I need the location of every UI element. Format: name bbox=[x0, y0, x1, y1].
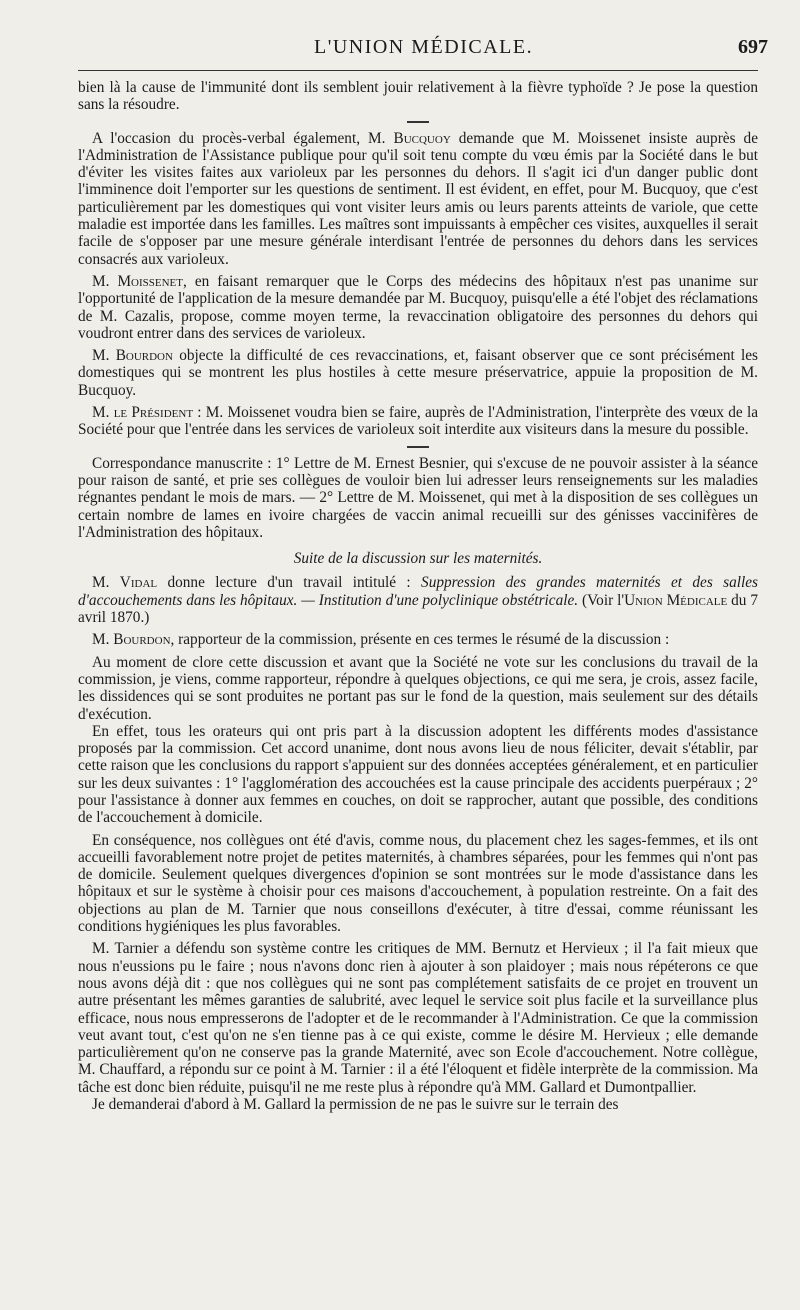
italic-title: Suppression des grandes maternités et des salles d'accouchements dans les hôpitaux. — Institution d'une polyclinique obstétricale. bbox=[78, 574, 759, 609]
paragraph bbox=[78, 940, 758, 1096]
body-text bbox=[78, 79, 758, 1113]
text-run: Je demanderai d'abord à M. Gallard la permission de ne pas le suivre sur le terrain des bbox=[92, 1096, 619, 1114]
text-run: M. Tarnier a défendu son système contre les critiques de MM. Bernutz et Hervieux ; il l'a fait mieux que nous n'eussions pu le faire ; nous n'avons donc rien à ajouter à son plaidoyer ; mais nous répéterons ce que nous avons déjà dit : que nos collègues qui ne sont pas complétement satisfaits de ce projet en trouvent un autre présentant les mêmes garanties de salubrité, avec lequel le service soit plus facile et la surveillance plus efficace, nous nous empresserons de l'adopter et de le recommander à l'Administration. Ce que la commission veut avant tout, c'est qu'on ne s'en tienne pas à ce qui existe, comme le désire M. Hervieux ; elle demande particulièrement qu'on ne conserve pas la grande Maternité, avec son Ecole d'accouchement. Notre collègue, M. Chauffard, a répondu sur ce point à M. Tarnier : il a été l'éloquent et fidèle interprète de la commission. Ma tâche est donc bien réduite, puisqu'il ne me reste plus à répondre qu'à MM. Gallard et Dumontpallier. bbox=[78, 940, 758, 1096]
text-run: M. bbox=[92, 574, 120, 592]
separator-dash bbox=[407, 446, 429, 448]
text-run: (Voir l' bbox=[578, 591, 625, 609]
text-run: En effet, tous les orateurs qui ont pris part à la discussion adoptent les différents modes d'assistance proposés par la commission. Cet accord unanime, dont nous avons lieu de nous féliciter, devait s'établir, par cette raison que les conclusions du rapport s'appuient sur des données acceptées généralement, et en particulier sur les deux suivantes : 1° l'agglomération des accouchées est la cause principale des accidents puerpéraux ; 2° pour l'assistance à donner aux femmes en couches, on doit se rapprocher, autant que possible, des conditions de l'accouchement à domicile. bbox=[78, 722, 758, 827]
text-run: Au moment de clore cette discussion et avant que la Société ne vote sur les conclusions du travail de la commission, je viens, comme rapporteur, répondre à quelques objections, ce qui me sera, je crois, assez facile, les dissidences qui se sont produites ne portant pas sur le fond de la question, mais seulement sur des détails d'exécution. bbox=[78, 653, 758, 723]
small-caps-name: le Président bbox=[113, 404, 194, 422]
text-run: En conséquence, nos collègues ont été d'avis, comme nous, du placement chez les sages-femmes, et ils ont accueilli favorablement notre projet de petites maternités, à chambres séparées, pour les femmes qui n'ont pas de domicile. Seulement quelques divergences d'opinion se sont montrées sur le mode d'assistance dans les hôpitaux et sur le système à choisir pour ces maisons d'accouchement, à population restreinte. On a fait des objections au plan de M. Tarnier que nous conseillons d'exécuter, à titre d'essai, comme réunissant les conditions hygiéniques les plus favorables. bbox=[78, 831, 758, 936]
text-run: M. bbox=[92, 631, 114, 649]
page-header bbox=[78, 34, 768, 70]
paragraph bbox=[78, 1096, 758, 1113]
text-run: , rapporteur de la commission, présente en ces termes le résumé de la discussion : bbox=[170, 631, 670, 649]
text-run: : M. Moissenet voudra bien se faire, auprès de l'Administration, l'interprète des vœux de la Société pour que l'entrée dans les services de varioleux soit interdite aux visiteurs dans la mesure du possible. bbox=[78, 404, 759, 439]
text-run: objecte la difficulté de ces revaccinations, et, faisant observer que ce sont précisément les domestiques qui se montrent les plus hostiles à cette mesure préservatrice, appuie la proposition de M. Bucquoy. bbox=[78, 347, 758, 399]
text-run: du 7 avril 1870.) bbox=[78, 591, 758, 627]
paragraph bbox=[78, 347, 758, 399]
small-caps-name: Bourdon bbox=[115, 347, 173, 365]
text-run: donne lecture d'un travail intitulé : bbox=[157, 574, 422, 592]
small-caps-name: Bucquoy bbox=[393, 129, 451, 147]
text-run: Correspondance manuscrite : 1° Lettre de M. Ernest Besnier, qui s'excuse de ne pouvoir assister à la séance pour raison de santé, et prie ses collègues de vouloir bien lui adresser leurs renseignements sur les maladies régnantes pendant le mois de mars. — 2° Lettre de M. Moissenet, qui met à la disposition de ses collègues un certain nombre de lames en ivoire chargées de vaccin animal recueilli sur des génisses vaccinifères de l'Administration des hôpitaux. bbox=[78, 454, 758, 541]
paragraph bbox=[78, 273, 758, 342]
text-run: demande que M. Moissenet insiste auprès de l'Administration de l'Assistance publique pour qu'il soit tenu compte du vœu émis par la Société dans le but d'éviter les visites faites aux varioleux par les personnes du dehors. Il s'agit ici d'un danger public dont l'imminence doit l'emporter sur les questions de sentiment. Il est évident, en effet, pour M. Bucquoy, que c'est particulièrement par les domestiques qui vont visiter leurs amis ou leurs parents atteints de variole, que cette maladie est importée dans les familles. Les maîtres sont impuissants à empêcher ces visites, auxquelles il serait facile de s'opposer par une mesure générale interdisant l'entrée de personnes du dehors dans les services consacrés aux varioleux. bbox=[78, 129, 758, 268]
paragraph bbox=[78, 130, 758, 268]
small-caps-name: Union Médicale bbox=[624, 591, 728, 609]
text-run: bien là la cause de l'immunité dont ils semblent jouir relativement à la fièvre typhoïde ? Je pose la question sans la résoudre. bbox=[78, 79, 758, 114]
small-caps-name: Bourdon bbox=[113, 631, 171, 649]
paragraph bbox=[78, 79, 758, 114]
text-run: M. bbox=[92, 347, 116, 365]
small-caps-name: Moissenet bbox=[117, 272, 183, 290]
text-run: M. bbox=[92, 404, 114, 422]
text-run: M. bbox=[92, 272, 118, 290]
text-run: Suite de la discussion sur les maternités. bbox=[293, 550, 543, 568]
text-run: A l'occasion du procès-verbal également, M. bbox=[92, 129, 394, 147]
paragraph bbox=[78, 404, 758, 439]
paragraph bbox=[78, 832, 758, 936]
paragraph bbox=[78, 723, 758, 827]
paragraph bbox=[78, 631, 758, 648]
small-caps-name: Vidal bbox=[119, 574, 158, 592]
paragraph bbox=[78, 654, 758, 723]
text-run: , en faisant remarquer que le Corps des médecins des hôpitaux n'est pas unanime sur l'opportunité de l'application de la mesure demandée par M. Bucquoy, puisqu'elle a été l'objet des réclamations de M. Cazalis, propose, comme moyen terme, la revaccination obligatoire des personnes du dehors qui voudront entrer dans des services de varioleux. bbox=[78, 272, 758, 342]
header-rule bbox=[78, 70, 758, 71]
page-number: 697 bbox=[738, 36, 768, 58]
paragraph bbox=[78, 574, 758, 626]
separator-dash bbox=[407, 121, 429, 123]
running-title: L'UNION MÉDICALE. bbox=[314, 36, 534, 58]
paragraph bbox=[78, 455, 758, 541]
section-title bbox=[78, 550, 758, 567]
